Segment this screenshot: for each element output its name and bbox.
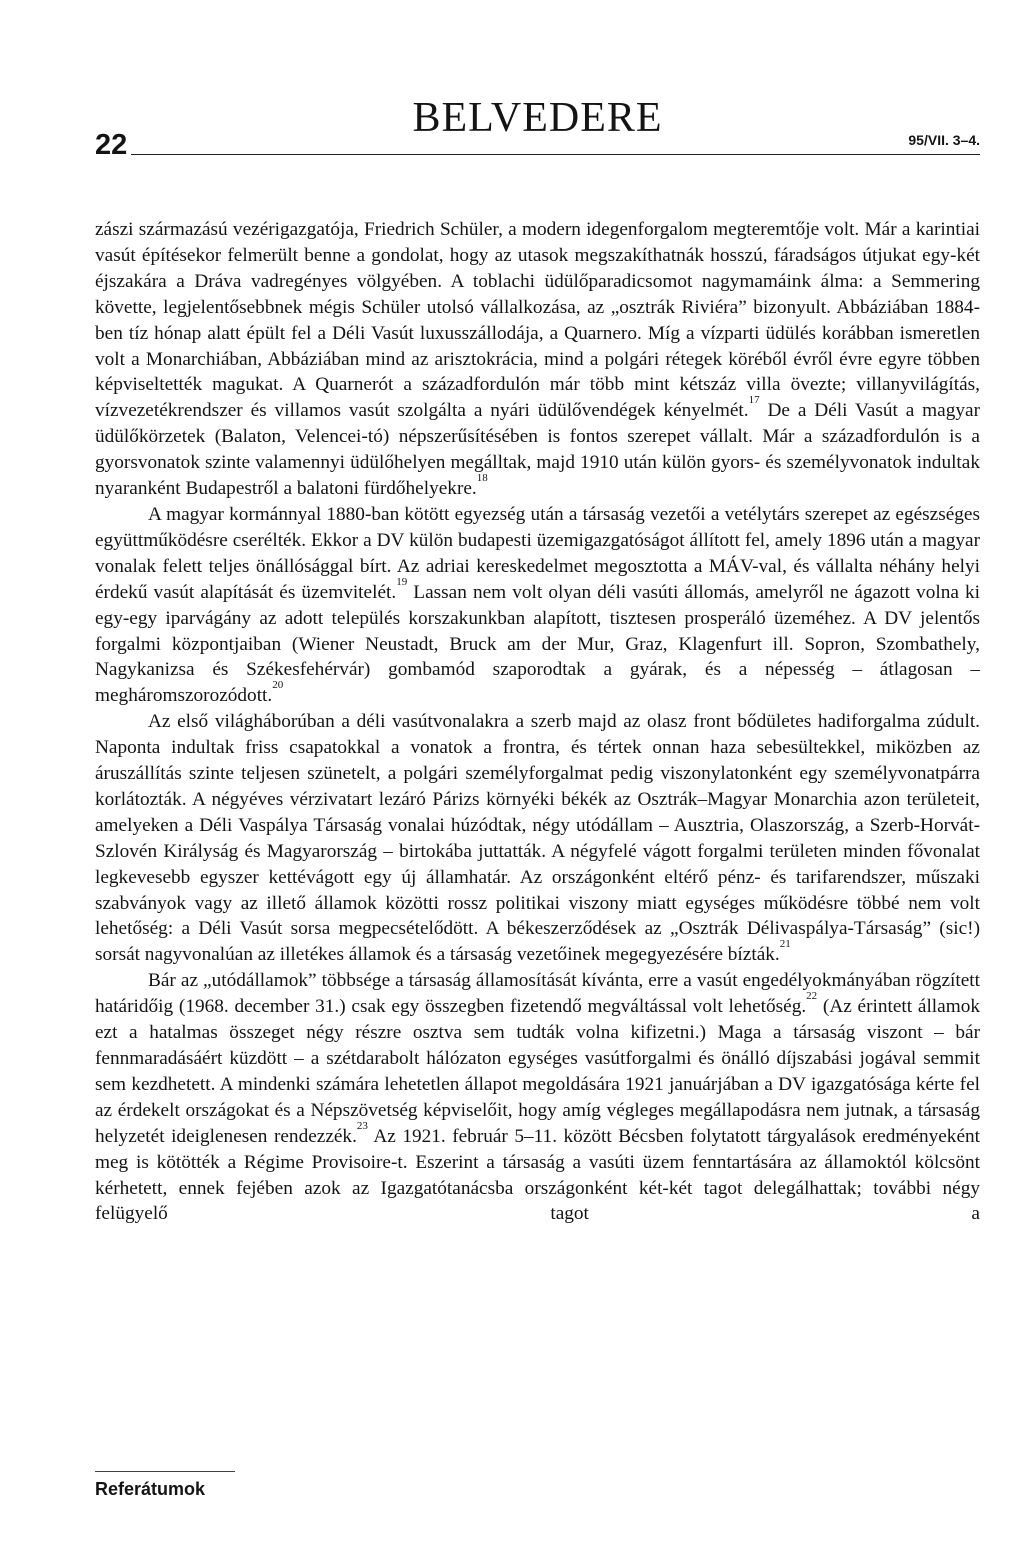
paragraph-text: (Az érintett államok ezt a hatalmas összeget négy részre osztva sem tudták volna kifizetni.) Maga a társaság viszont – bár fennmaradásáért küzdött – a szétdarabolt hálózaton egységes vasútforgalmi és önálló díjszabási jogával semmit sem kezdhetett. A mindenki számára lehetetlen állapot megoldására 1921 januárjában a DV igazgatósága kérte fel az érdekelt országokat és a Népszövetség képviselőit, hogy amíg végleges megállapodásra nem jutnak, a társaság helyzetét ideiglenesen rendezzék.	[95, 996, 981, 1147]
paragraph-text: Az 1921. február 5–11. között Bécsben folytatott tárgyalások eredményeként meg is kötötték a Régime Provisoire-t. Eszerint a társaság a vasúti üzem fenntartására az államoktól kölcsönt kérhetett, ennek fejében azok az Igazgatótanácsba országonként két-két tagot delegálhattak; további négy felügyelő tagot a	[95, 1125, 980, 1225]
page-number: 22	[95, 129, 128, 161]
paragraph-text: Bár az „utódállamok” többsége a társaság államosítását kívánta, erre a vasút engedélyokmányában rögzített határidőig (1968. december 31.) csak egy összegben fizetendő megváltással volt lehetőség.	[95, 970, 980, 1018]
header-rule	[131, 154, 980, 155]
section-label: Referátumok	[95, 1479, 206, 1499]
paragraph	[95, 709, 980, 968]
footnote-ref: 23	[356, 1119, 368, 1132]
footnote-ref: 18	[476, 472, 488, 485]
paragraph	[95, 217, 980, 502]
paragraph-text: De a Déli Vasút a magyar üdülőkörzetek (Balaton, Velencei-tó) népszerűsítésében is fontos szerepet vállalt. Már a századfordulón is a gyorsvonatok szinte valamennyi üdülőhelyen megálltak, majd 1910 után külön gyors- és személyvonatok indultak nyaranként Budapestről a balatoni fürdőhelyekre.	[95, 400, 980, 500]
journal-title: BELVEDERE	[412, 95, 663, 141]
paragraph-text: Az első világháborúban a déli vasútvonalakra a szerb majd az olasz front bődületes hadiforgalma zúdult. Naponta indultak friss csapatokkal a vonatok a frontra, és tértek onnan haza sebesültekkel, miközben az áruszállítás szinte teljesen szünetelt, a polgári személyforgalmat pedig viszonylatonként egy személyvonatpárra korlátozták. A négyéves vérzivatart lezáró Párizs környéki békék az Osztrák–Magyar Monarchia azon területeit, amelyeken a Déli Vaspálya Társaság vonalai húzódtak, négy utódállam – Ausztria, Olaszország, a Szerb-Horvát-Szlovén Királyság és Magyarország – birtokába juttatták. A négyfelé vágott forgalmi területen minden fővonalat legkevesebb egyszer kettévágott egy új államhatár. Az országonként eltérő pénz- és tarifarendszer, műszaki szabványok vagy az illető államok közötti rossz politikai viszony miatt egységes működésre többé nem volt lehetőség: a Déli Vasút sorsa megpecsételődött. A békeszerződések az „Osztrák Délivaspálya-Társaság” (sic!) sorsát nagyvonalúan az illetékes államok és a társaság vezetőinek megegyezésére bízták.	[95, 711, 980, 966]
footnote-ref: 19	[396, 575, 408, 588]
paragraph	[95, 502, 980, 709]
page-footer	[95, 1471, 235, 1498]
paragraph-text: Lassan nem volt olyan déli vasúti állomás, amelyről ne ágazott volna ki egy-egy iparvágány az adott település korszakunkban alapított, tisztesen prosperáló üzeméhez. A DV jelentős forgalmi központjaiban (Wiener Neustadt, Bruck am der Mur, Graz, Klagenfurt ill. Sopron, Szombathely, Nagykanizsa és Székesfehérvár) gombamód szaporodtak a gyárak, és a népesség – átlagosan – megháromszorozódott.	[95, 581, 980, 707]
paragraph-text: A magyar kormánnyal 1880-ban kötött egyezség után a társaság vezetői a vetélytárs szerepet az egészséges együttműködésre cserélték. Ekkor a DV külön budapesti üzemigazgatóságot állított fel, amely 1896 után a magyar vonalak felett teljes önállósággal bírt. Az adriai kereskedelmet megosztotta a MÁV-val, és vállalta néhány helyi érdekű vasút alapítását és üzemvitelét.	[95, 503, 980, 603]
issue-number: 95/VII. 3–4.	[908, 132, 980, 148]
footer-rule	[95, 1471, 235, 1472]
article-body	[95, 217, 980, 1227]
page-header	[95, 95, 980, 161]
footnote-ref: 20	[272, 679, 284, 692]
paragraph-text: zászi származású vezérigazgatója, Friedrich Schüler, a modern idegenforgalom megteremtője volt. Már a karintiai vasút építésekor felmerült benne a gondolat, hogy az utasok megszakíthatnák hosszú, fáradságos útjukat egy-két éjszakára a Dráva vadregényes völgyében. A toblachi üdülőparadicsomot nagymamáink álma: a Semmering követte, legjelentősebbnek mégis Schüler utolsó vállalkozása, az „osztrák Riviéra” bizonyult. Abbáziában 1884-ben tíz hónap alatt épült fel a Déli Vasút luxusszállodája, a Quarnero. Míg a vízparti üdülés korábban ismeretlen volt a Monarchiában, Abbáziában mind az arisztokrácia, mind a polgári rétegek köréből évről évre egyre többen képviseltették magukat. A Quarnerót a századfordulón már több mint kétszáz villa övezte; villanyvilágítás, vízvezetékrendszer és villamos vasút szolgálta a nyári üdülővendégek kényelmét.	[95, 219, 980, 422]
paragraph	[95, 968, 980, 1227]
footnote-ref: 21	[779, 938, 791, 951]
footnote-ref: 17	[748, 394, 760, 407]
footnote-ref: 22	[806, 990, 818, 1003]
